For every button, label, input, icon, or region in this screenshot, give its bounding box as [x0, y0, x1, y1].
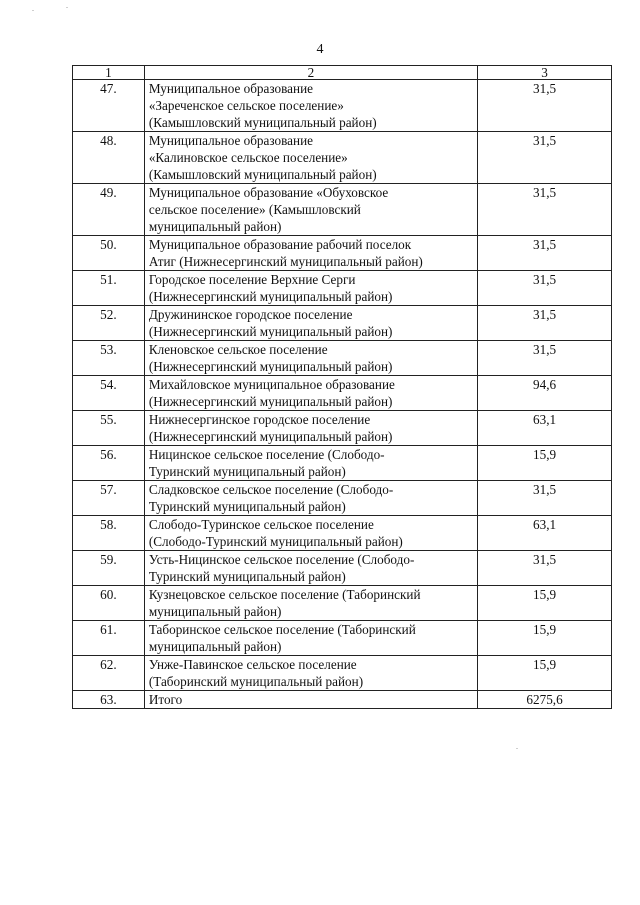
row-number-cell: 52.: [73, 306, 145, 341]
scan-speck: [66, 7, 68, 8]
row-name-cell: Муниципальное образование «Обуховское сельское поселение» (Камышловский муниципальный район): [144, 184, 477, 236]
row-value-cell: 15,9: [478, 656, 612, 691]
table-row: [73, 691, 612, 709]
table-row: [73, 306, 612, 341]
row-value-cell: 15,9: [478, 586, 612, 621]
row-value-cell: 15,9: [478, 446, 612, 481]
row-name-cell: Итого: [144, 691, 477, 709]
row-value-cell: 94,6: [478, 376, 612, 411]
row-name-cell: Муниципальное образование «Калиновское сельское поселение» (Камышловский муниципальный район): [144, 132, 477, 184]
row-name-cell: Сладковское сельское поселение (Слободо- Туринский муниципальный район): [144, 481, 477, 516]
table-row: [73, 481, 612, 516]
table-row: [73, 236, 612, 271]
row-number-cell: 61.: [73, 621, 145, 656]
row-value-cell: 31,5: [478, 80, 612, 132]
table-row: [73, 621, 612, 656]
row-number-cell: 49.: [73, 184, 145, 236]
row-name-cell: Дружининское городское поселение (Нижнесергинский муниципальный район): [144, 306, 477, 341]
scan-speck: [516, 748, 518, 749]
row-name-cell: Кленовское сельское поселение (Нижнесергинский муниципальный район): [144, 341, 477, 376]
row-value-cell: 6275,6: [478, 691, 612, 709]
page-number: 4: [316, 42, 324, 57]
row-value-cell: 31,5: [478, 236, 612, 271]
row-value-cell: 31,5: [478, 551, 612, 586]
row-number-cell: 47.: [73, 80, 145, 132]
row-number-cell: 48.: [73, 132, 145, 184]
row-number-cell: 56.: [73, 446, 145, 481]
allocation-table: [72, 65, 612, 709]
row-value-cell: 31,5: [478, 306, 612, 341]
row-name-cell: Михайловское муниципальное образование (Нижнесергинский муниципальный район): [144, 376, 477, 411]
row-name-cell: Таборинское сельское поселение (Таборинский муниципальный район): [144, 621, 477, 656]
table-row: [73, 411, 612, 446]
table-header-row: [73, 66, 612, 80]
row-number-cell: 58.: [73, 516, 145, 551]
row-name-cell: Городское поселение Верхние Серги (Нижнесергинский муниципальный район): [144, 271, 477, 306]
row-value-cell: 15,9: [478, 621, 612, 656]
header-col-name: 2: [144, 66, 477, 80]
table-row: [73, 341, 612, 376]
row-name-cell: Кузнецовское сельское поселение (Таборинский муниципальный район): [144, 586, 477, 621]
row-number-cell: 54.: [73, 376, 145, 411]
row-name-cell: Муниципальное образование рабочий поселок Атиг (Нижнесергинский муниципальный район): [144, 236, 477, 271]
row-number-cell: 53.: [73, 341, 145, 376]
table-row: [73, 551, 612, 586]
row-number-cell: 50.: [73, 236, 145, 271]
table-row: [73, 376, 612, 411]
row-value-cell: 31,5: [478, 271, 612, 306]
row-name-cell: Муниципальное образование «Зареченское сельское поселение» (Камышловский муниципальный район): [144, 80, 477, 132]
row-name-cell: Ницинское сельское поселение (Слободо- Туринский муниципальный район): [144, 446, 477, 481]
row-number-cell: 63.: [73, 691, 145, 709]
row-name-cell: Нижнесергинское городское поселение (Нижнесергинский муниципальный район): [144, 411, 477, 446]
row-number-cell: 55.: [73, 411, 145, 446]
row-name-cell: Унже-Павинское сельское поселение (Таборинский муниципальный район): [144, 656, 477, 691]
row-value-cell: 63,1: [478, 411, 612, 446]
header-col-value: 3: [478, 66, 612, 80]
table-body: [73, 66, 612, 709]
row-name-cell: Усть-Ницинское сельское поселение (Слободо- Туринский муниципальный район): [144, 551, 477, 586]
row-number-cell: 62.: [73, 656, 145, 691]
row-number-cell: 57.: [73, 481, 145, 516]
row-number-cell: 60.: [73, 586, 145, 621]
row-value-cell: 31,5: [478, 341, 612, 376]
table-row: [73, 184, 612, 236]
row-value-cell: 63,1: [478, 516, 612, 551]
row-number-cell: 51.: [73, 271, 145, 306]
row-value-cell: 31,5: [478, 481, 612, 516]
header-col-number: 1: [73, 66, 145, 80]
table-row: [73, 446, 612, 481]
row-name-cell: Слободо-Туринское сельское поселение (Слободо-Туринский муниципальный район): [144, 516, 477, 551]
row-value-cell: 31,5: [478, 184, 612, 236]
scan-speck: [32, 10, 34, 11]
table-row: [73, 516, 612, 551]
table-row: [73, 656, 612, 691]
row-value-cell: 31,5: [478, 132, 612, 184]
row-number-cell: 59.: [73, 551, 145, 586]
table-row: [73, 132, 612, 184]
table-row: [73, 80, 612, 132]
table-row: [73, 271, 612, 306]
table-row: [73, 586, 612, 621]
